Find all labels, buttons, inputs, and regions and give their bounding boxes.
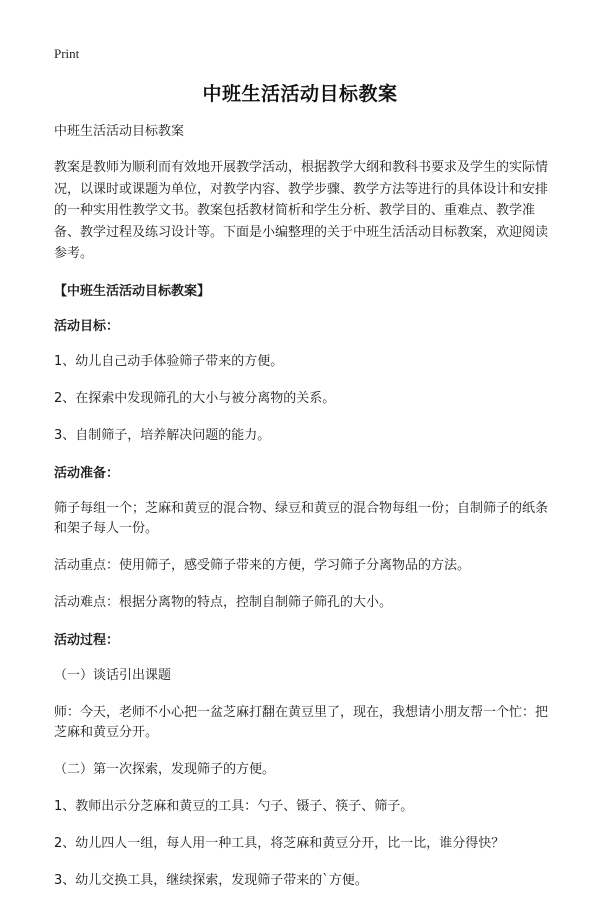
- process-part2-title: （二）第一次探索，发现筛子的方便。: [54, 761, 276, 777]
- process-step: 2、幼儿四人一组，每人用一种工具，将芝麻和黄豆分开，比一比，谁分得快？: [54, 835, 505, 851]
- process-step: 3、幼儿交换工具，继续探索，发现筛子带来的`方便。: [54, 872, 368, 888]
- prep-heading: 活动准备：: [54, 465, 120, 481]
- process-part1-title: （一）谈话引出课题: [54, 667, 172, 683]
- prep-difficulty: 活动难点：根据分离物的特点，控制自制筛子筛孔的大小。: [54, 594, 393, 610]
- document-subtitle: 中班生活活动目标教案: [54, 124, 185, 139]
- section-heading: 【中班生活活动目标教案】: [54, 283, 211, 299]
- goals-heading: 活动目标：: [54, 318, 120, 334]
- prep-materials: 筛子每组一个；芝麻和黄豆的混合物、绿豆和黄豆的混合物每组一份；自制筛子的纸条和架子每人一份。: [54, 500, 549, 536]
- process-heading: 活动过程：: [54, 632, 120, 648]
- intro-paragraph: 教案是教师为顺利而有效地开展教学活动，根据教学大纲和教科书要求及学生的实际情况，以课时或课题为单位，对教学内容、教学步骤、教学方法等进行的具体设计和安排的一种实用性教学文书。教案包括教材简析和学生分析、教学目的、重难点、教学准备、教学过程及练习设计等。下面是小编整理的关于中班生活活动目标教案，欢迎阅读参考。: [54, 160, 549, 261]
- prep-key-point: 活动重点：使用筛子，感受筛子带来的方便，学习筛子分离物品的方法。: [54, 557, 471, 573]
- goal-item: 1、幼儿自己动手体验筛子带来的方便。: [54, 353, 284, 369]
- goal-item: 2、在探索中发现筛孔的大小与被分离物的关系。: [54, 390, 336, 406]
- print-link[interactable]: Print: [54, 46, 80, 61]
- goal-item: 3、自制筛子，培养解决问题的能力。: [54, 427, 271, 443]
- process-step: 1、教师出示分芝麻和黄豆的工具：勺子、镊子、筷子、筛子。: [54, 798, 414, 814]
- document-body: [54, 122, 554, 908]
- process-part1-text: 师：今天，老师不小心把一盆芝麻打翻在黄豆里了，现在，我想请小朋友帮一个忙：把芝麻和黄豆分开。: [54, 704, 549, 740]
- page-title: 中班生活活动目标教案: [202, 83, 398, 105]
